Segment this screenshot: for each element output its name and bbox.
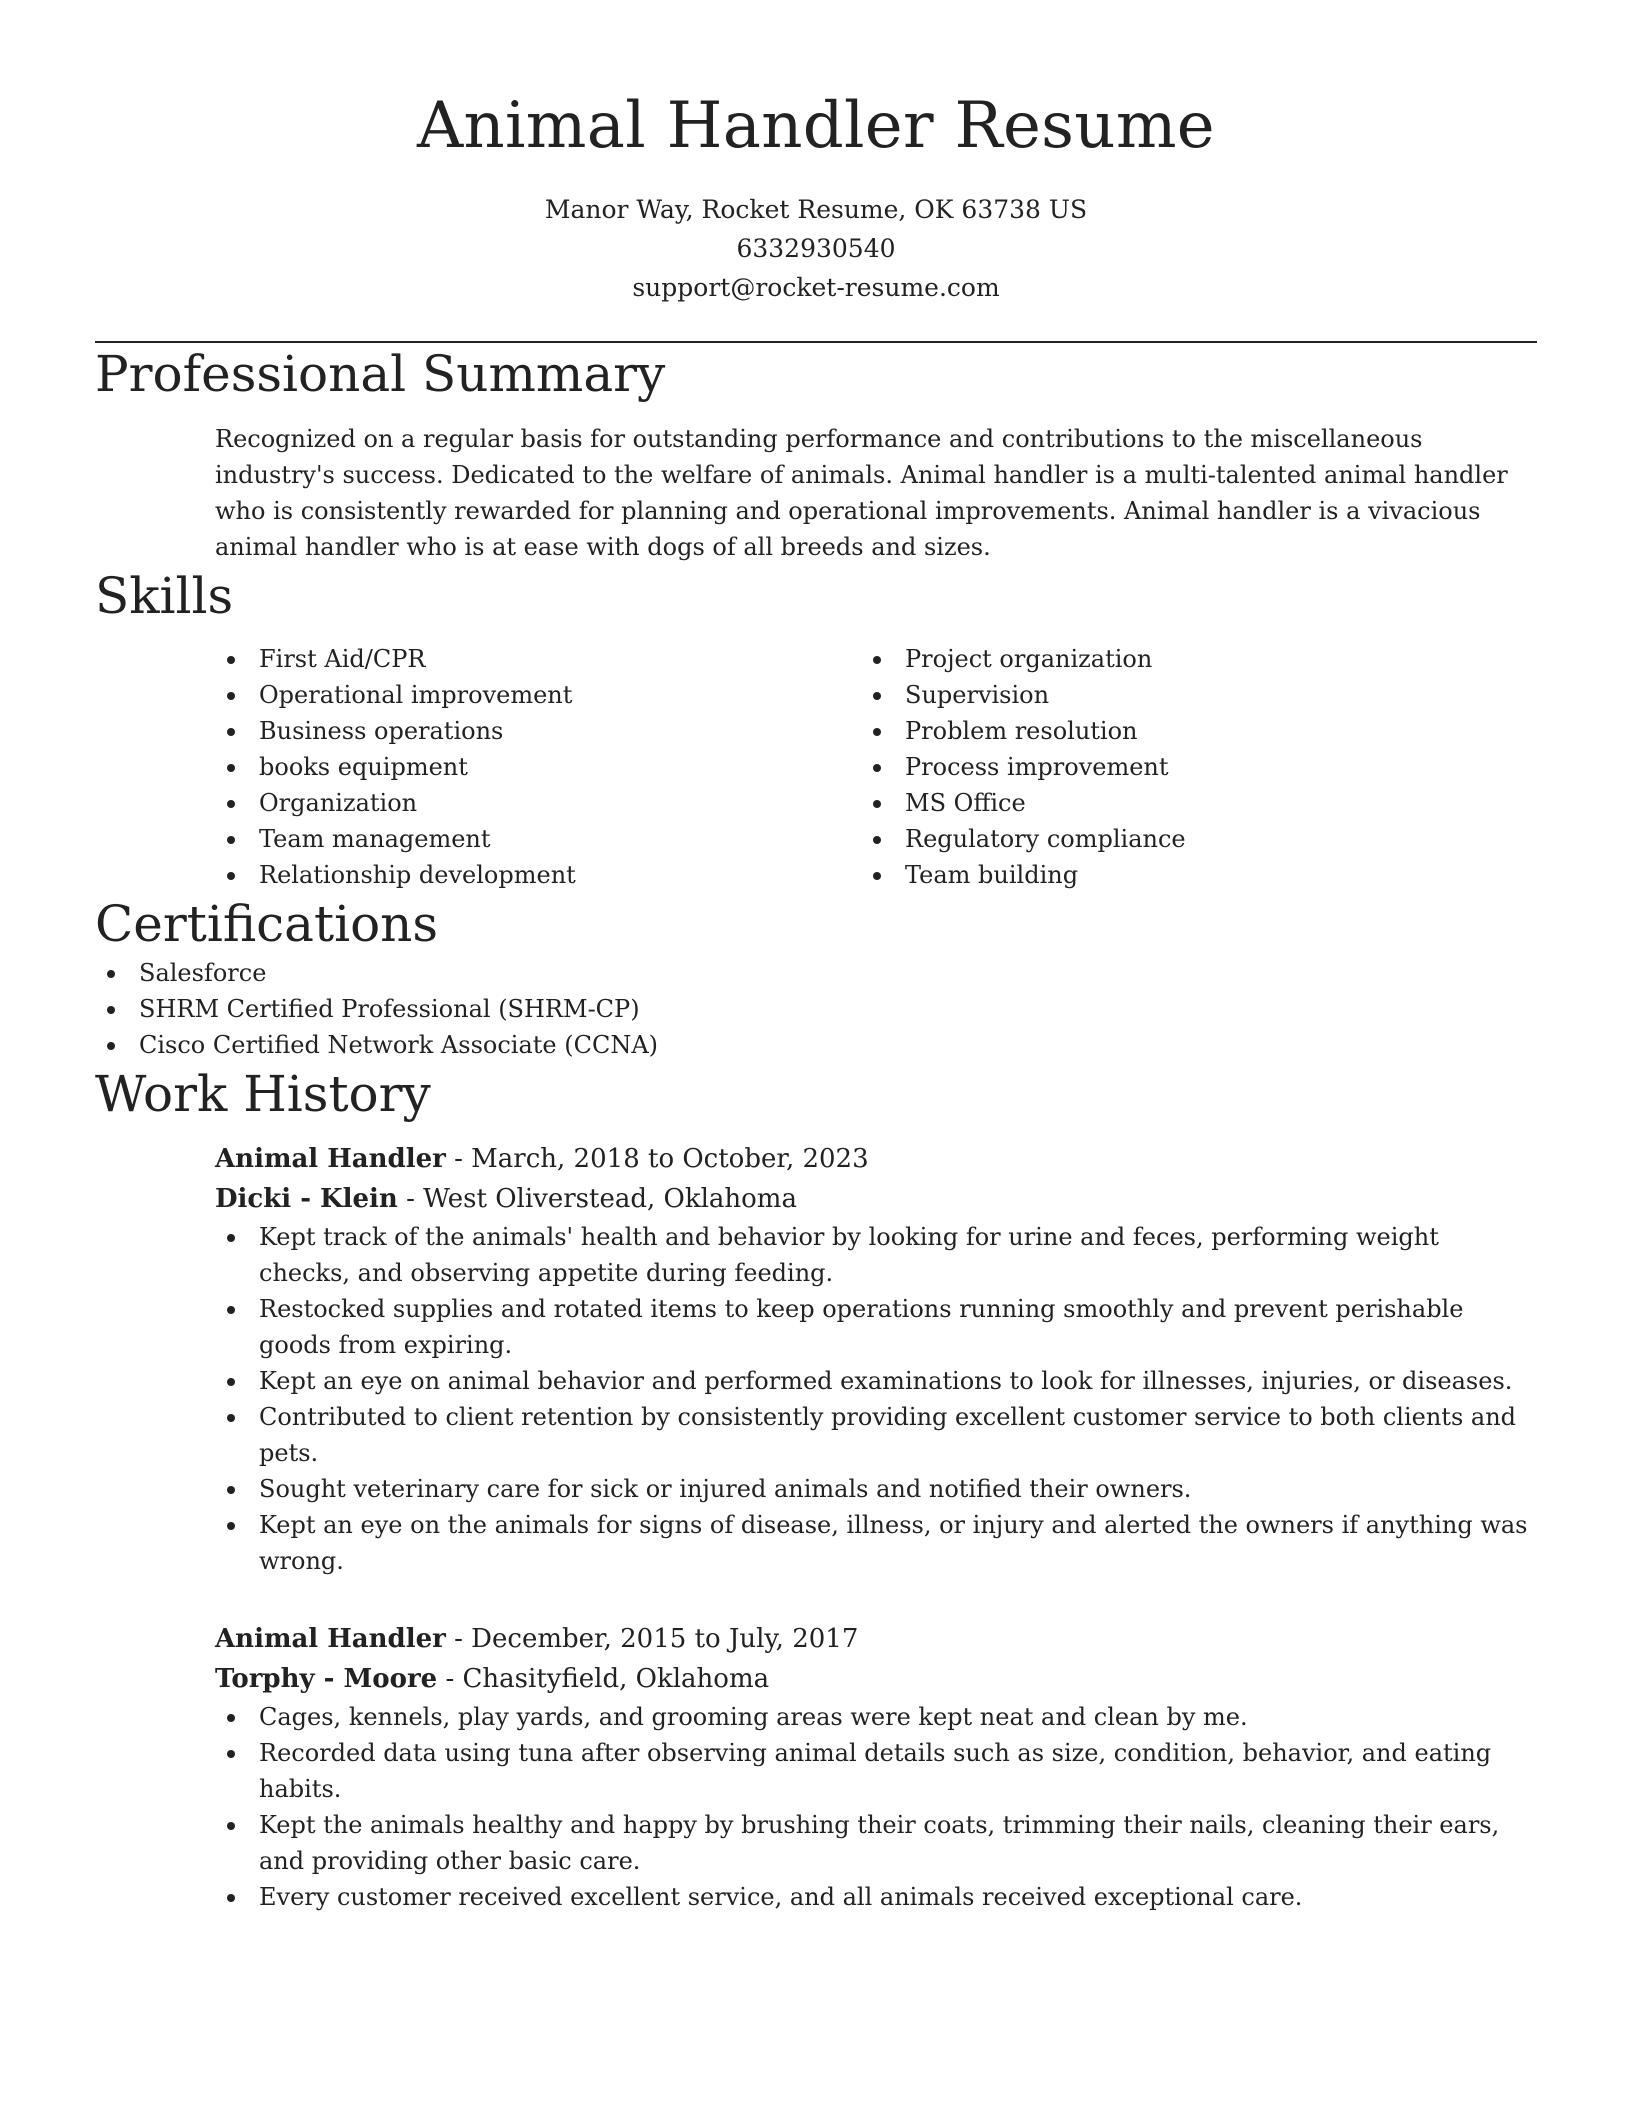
skills-list-left <box>215 641 861 893</box>
job-company: Torphy - Moore <box>215 1664 438 1694</box>
resume-header <box>95 0 1537 307</box>
skill-item: Process improvement <box>861 749 1507 785</box>
skill-item: Relationship development <box>215 857 861 893</box>
skill-item: Business operations <box>215 713 861 749</box>
job-title-line <box>215 1139 1537 1179</box>
summary-text: Recognized on a regular basis for outstanding performance and contributions to the miscellaneous industry's success. Dedicated to the welfare of animals. Animal handler is a multi-talented animal handler who is consistently rewarded for planning and operational improvements. Animal handler is a vivacious animal handler who is at ease with dogs of all breeds and sizes. <box>215 425 1508 561</box>
phone: 6332930540 <box>736 234 896 263</box>
skill-item: MS Office <box>861 785 1507 821</box>
job-company-line <box>215 1659 1537 1699</box>
address: Manor Way, Rocket Resume, OK 63738 US <box>544 195 1088 224</box>
skills-grid <box>215 641 1537 893</box>
certification-item: Cisco Certified Network Associate (CCNA) <box>95 1027 1537 1063</box>
skill-item: Problem resolution <box>861 713 1507 749</box>
job-location: - Chasityfield, Oklahoma <box>437 1664 770 1694</box>
skill-item: First Aid/CPR <box>215 641 861 677</box>
certifications-heading: Certifications <box>95 895 439 953</box>
job-bullet: Kept an eye on animal behavior and performed examinations to look for illnesses, injuries, or diseases. <box>215 1363 1537 1399</box>
job-bullet: Cages, kennels, play yards, and grooming areas were kept neat and clean by me. <box>215 1699 1537 1735</box>
job-bullet: Kept the animals healthy and happy by brushing their coats, trimming their nails, cleaning their ears, and providing other basic care. <box>215 1807 1537 1879</box>
job-title: Animal Handler <box>215 1144 446 1174</box>
skill-item: Regulatory compliance <box>861 821 1507 857</box>
certifications-list <box>95 955 1537 1063</box>
skill-item: Team management <box>215 821 861 857</box>
job-dates: - December, 2015 to July, 2017 <box>445 1624 859 1654</box>
job-bullet: Restocked supplies and rotated items to keep operations running smoothly and prevent perishable goods from expiring. <box>215 1291 1537 1363</box>
certification-item: Salesforce <box>95 955 1537 991</box>
job-bullet: Contributed to client retention by consistently providing excellent customer service to both clients and pets. <box>215 1399 1537 1471</box>
job-company-line <box>215 1179 1537 1219</box>
job-bullets <box>215 1219 1537 1579</box>
skill-item: Organization <box>215 785 861 821</box>
skill-item: Team building <box>861 857 1507 893</box>
skill-item: Operational improvement <box>215 677 861 713</box>
job-bullet: Kept an eye on the animals for signs of disease, illness, or injury and alerted the owners if anything was wrong. <box>215 1507 1537 1579</box>
job-bullet: Kept track of the animals' health and behavior by looking for urine and feces, performing weight checks, and observing appetite during feeding. <box>215 1219 1537 1291</box>
resume-title: Animal Handler Resume <box>417 89 1215 163</box>
job-title-line <box>215 1619 1537 1659</box>
job-entry <box>215 1139 1537 1579</box>
skill-item: books equipment <box>215 749 861 785</box>
job-dates: - March, 2018 to October, 2023 <box>445 1144 869 1174</box>
job-bullet: Recorded data using tuna after observing animal details such as size, condition, behavior, and eating habits. <box>215 1735 1537 1807</box>
skills-heading: Skills <box>95 567 234 625</box>
job-title: Animal Handler <box>215 1624 446 1654</box>
summary-heading: Professional Summary <box>95 345 666 403</box>
job-entry <box>215 1619 1537 1915</box>
skills-list-right <box>861 641 1507 893</box>
job-location: - West Oliverstead, Oklahoma <box>397 1184 797 1214</box>
email: support@rocket-resume.com <box>632 273 1000 302</box>
contact-block <box>95 190 1537 307</box>
job-bullet: Every customer received excellent service, and all animals received exceptional care. <box>215 1879 1537 1915</box>
skill-item: Project organization <box>861 641 1507 677</box>
job-company: Dicki - Klein <box>215 1184 398 1214</box>
work-history-heading: Work History <box>95 1065 431 1123</box>
job-bullets <box>215 1699 1537 1915</box>
job-bullet: Sought veterinary care for sick or injured animals and notified their owners. <box>215 1471 1537 1507</box>
skill-item: Supervision <box>861 677 1507 713</box>
certification-item: SHRM Certified Professional (SHRM-CP) <box>95 991 1537 1027</box>
